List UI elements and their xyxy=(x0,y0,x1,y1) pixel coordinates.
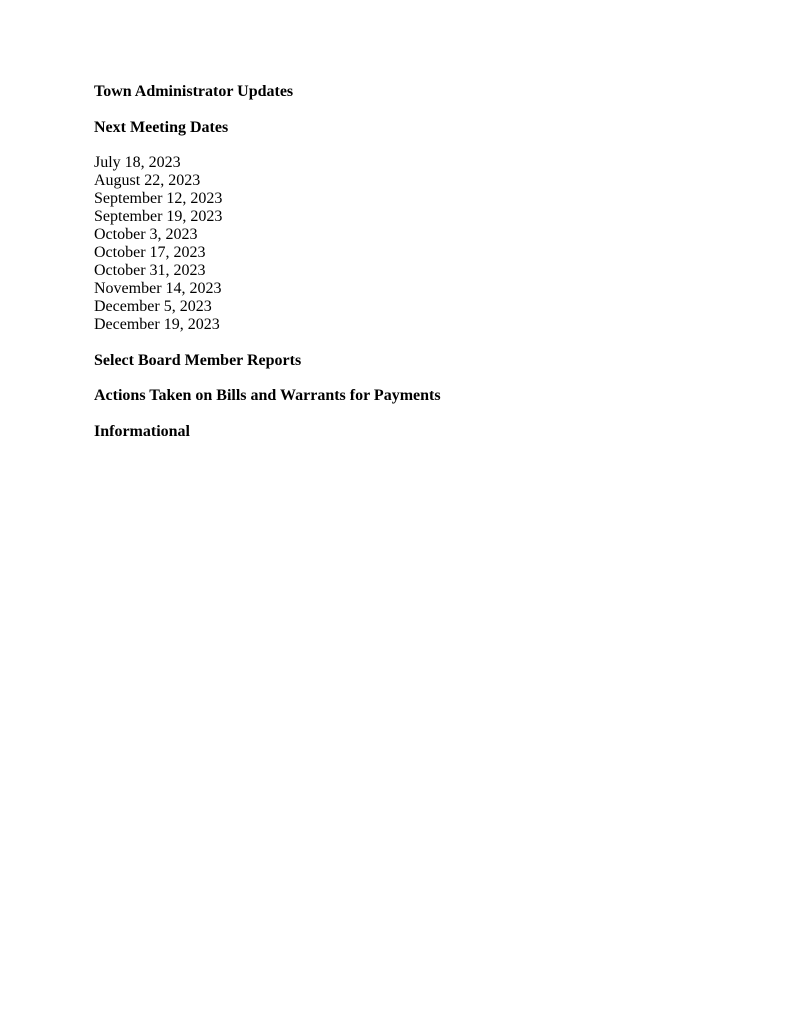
heading-informational: Informational xyxy=(94,423,190,440)
meeting-date: September 19, 2023 xyxy=(94,208,223,225)
meeting-date: September 12, 2023 xyxy=(94,190,223,207)
meeting-date: October 3, 2023 xyxy=(94,226,198,243)
meeting-date: October 31, 2023 xyxy=(94,262,206,279)
heading-select-board-member-reports: Select Board Member Reports xyxy=(94,352,302,369)
heading-next-meeting-dates: Next Meeting Dates xyxy=(94,119,229,136)
meeting-date: July 18, 2023 xyxy=(94,154,181,171)
meeting-date: December 19, 2023 xyxy=(94,316,220,333)
meeting-dates-list xyxy=(94,154,222,334)
meeting-date: December 5, 2023 xyxy=(94,298,212,315)
heading-actions-taken-bills-warrants: Actions Taken on Bills and Warrants for Payments xyxy=(94,387,441,404)
meeting-date: August 22, 2023 xyxy=(94,172,201,189)
heading-town-administrator-updates: Town Administrator Updates xyxy=(94,83,294,100)
meeting-date: October 17, 2023 xyxy=(94,244,206,261)
meeting-date: November 14, 2023 xyxy=(94,280,222,297)
